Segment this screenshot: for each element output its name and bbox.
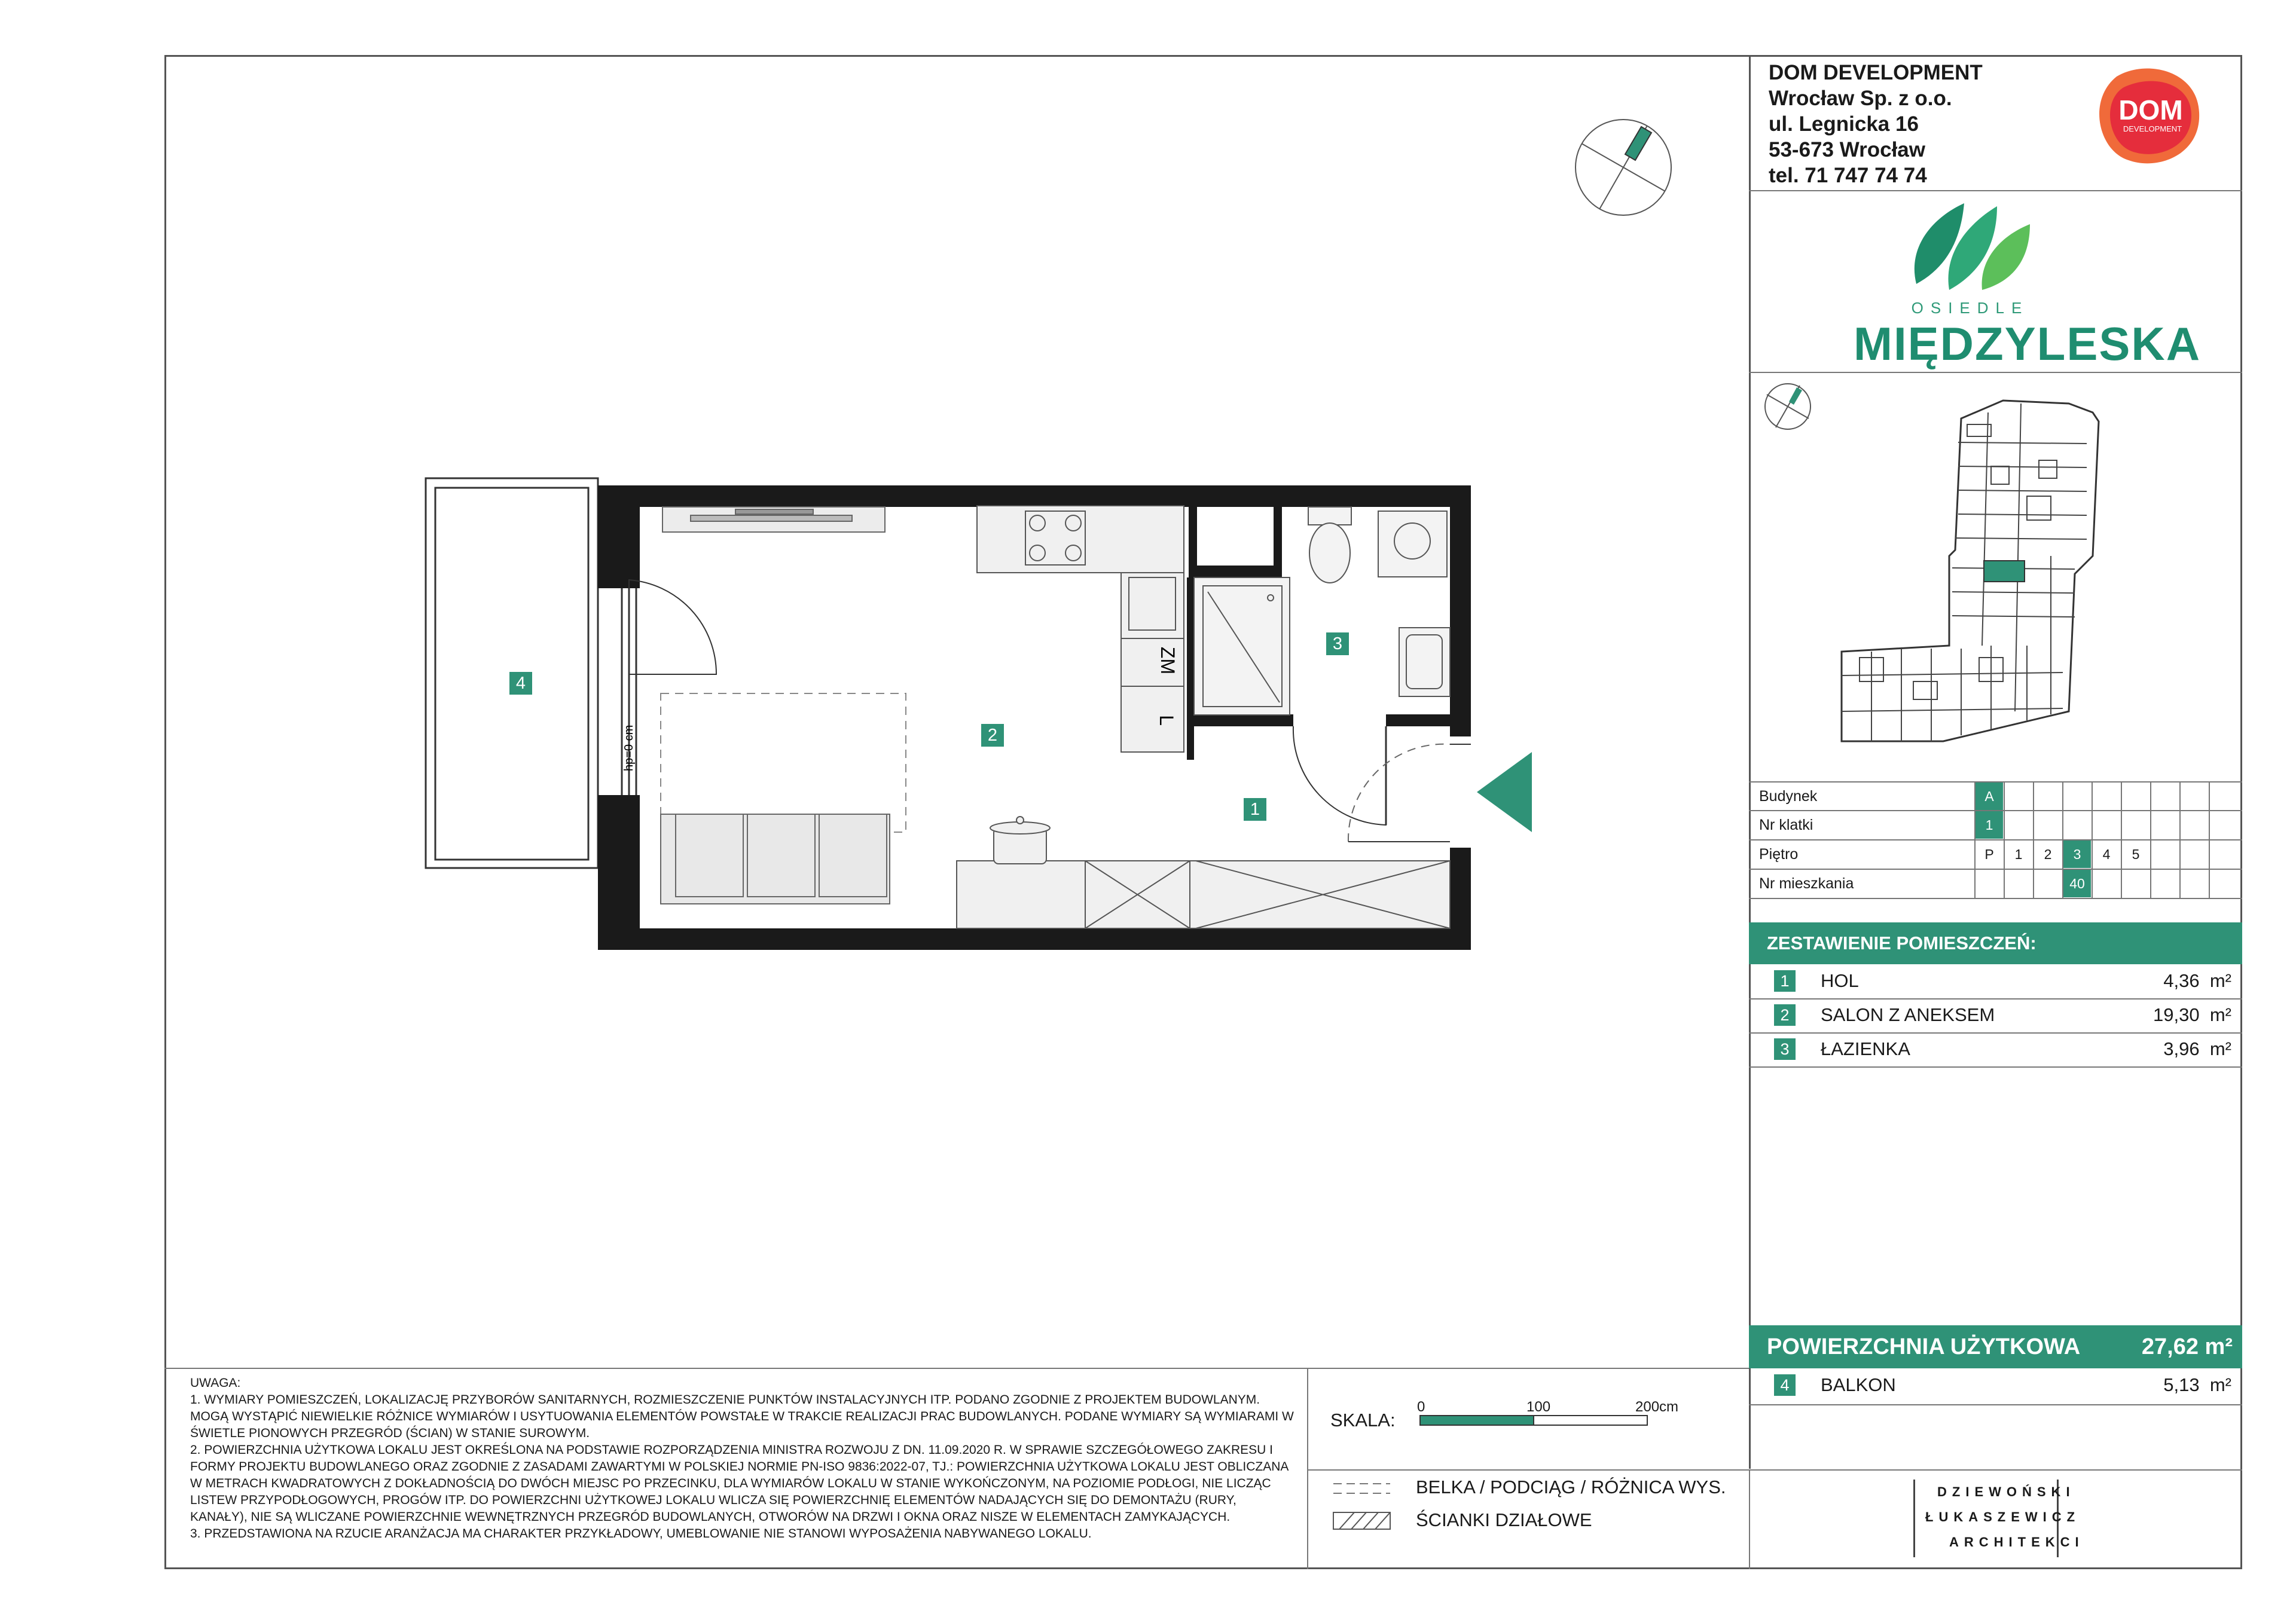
room-area: 4,36 m² xyxy=(2163,970,2231,991)
company-legal: Wrocław Sp. z o.o. xyxy=(1769,87,1952,110)
bathroom-door xyxy=(1293,726,1386,825)
room-number: 3 xyxy=(1774,1038,1796,1060)
usable-area-label: POWIERZCHNIA UŻYTKOWA xyxy=(1767,1334,2081,1359)
company-address xyxy=(1769,60,1983,188)
svg-text:DOM: DOM xyxy=(2118,94,2183,126)
key-plan xyxy=(1752,377,2242,783)
l-label: L xyxy=(1156,715,1177,726)
room-name: SALON Z ANEKSEM xyxy=(1821,1004,1995,1025)
compass-small-icon xyxy=(1765,384,1810,429)
grid-line xyxy=(2209,781,2210,899)
room-label-4: 4 xyxy=(509,672,532,695)
room-name: ŁAZIENKA xyxy=(1821,1038,1910,1059)
toilet-icon xyxy=(1308,507,1351,583)
floor-cell-3: 3 xyxy=(2063,840,2091,868)
floor-label: Piętro xyxy=(1759,846,1799,863)
room-number: 2 xyxy=(1774,1004,1796,1026)
hp-label: hp=0 cm xyxy=(622,725,636,771)
room-row xyxy=(1749,1034,2242,1067)
room-row xyxy=(1749,1000,2242,1033)
room-label-3: 3 xyxy=(1326,632,1349,655)
staircase-label: Nr klatki xyxy=(1759,817,1813,833)
divider xyxy=(1307,1469,2242,1471)
divider xyxy=(1749,190,2242,191)
dom-development-logo xyxy=(2093,65,2206,172)
company-phone: tel. 71 747 74 74 xyxy=(1769,164,1927,187)
room-label-1: 1 xyxy=(1244,798,1266,821)
zm-label: ZM xyxy=(1157,646,1178,675)
architect-logo: DZIEWOŃSKI ŁUKASZEWICZ ARCHITEKCI xyxy=(1913,1480,2093,1557)
svg-text:DEVELOPMENT: DEVELOPMENT xyxy=(2123,124,2182,133)
room-name: BALKON xyxy=(1821,1374,1896,1395)
floor-cell-1: 1 xyxy=(2014,846,2023,862)
room-number: 4 xyxy=(1774,1374,1796,1396)
bed-outline xyxy=(661,693,906,832)
grid-line xyxy=(1749,898,2242,899)
apartment-highlight xyxy=(1984,561,2025,582)
sofa xyxy=(661,814,890,904)
entrance-door xyxy=(1348,744,1450,842)
project-leaf-logo xyxy=(1907,194,2045,296)
divider xyxy=(1749,1404,2242,1405)
notes xyxy=(190,1375,1296,1542)
project-prefix: OSIEDLE xyxy=(1911,299,2029,317)
note-1: 1. WYMIARY POMIESZCZEŃ, LOKALIZACJĘ PRZYBORÓW SANITARNYCH, ROZMIESZCZENIE PUNKTÓW INSTALACYJNYCH ITP. PODANO ZGODNIE Z PROJEKTEM BUDOWLANYM. MOGĄ WYSTĄPIĆ NIEWIELKIE RÓŻNICE WYMIARÓW I USYTUOWANIA ELEMENTÓW POWSTAŁE W TRAKCIE REALIZACJI PRAC BUDOWLANYCH. PODANE WYMIARY SĄ WYMIARAMI W ŚWIETLE PIONOWYCH PRZEGRÓD (ŚCIAN) W STANIE SUROWYM. xyxy=(190,1393,1294,1440)
divider xyxy=(1307,1368,1308,1569)
usable-area-bar xyxy=(1749,1325,2242,1368)
legend-symbols xyxy=(1330,1477,1396,1536)
scale-tick-0: 0 xyxy=(1417,1399,1425,1415)
room-area: 19,30 m² xyxy=(2153,1004,2231,1025)
grid-line xyxy=(2150,781,2151,899)
usable-area-value: 27,62 m² xyxy=(2141,1334,2233,1359)
floor-cell-4: 4 xyxy=(2102,846,2111,862)
balcony-door xyxy=(622,580,716,795)
grid-line xyxy=(1749,869,2242,870)
floor-cell-5: 5 xyxy=(2132,846,2140,862)
divider xyxy=(1749,1469,1750,1569)
room-number: 1 xyxy=(1774,970,1796,992)
tv-console xyxy=(662,507,885,532)
notes-title: UWAGA: xyxy=(190,1376,241,1390)
company-city: 53-673 Wrocław xyxy=(1769,138,1925,161)
divider xyxy=(1749,1066,2242,1068)
apartment-number-value: 40 xyxy=(2063,870,2091,897)
legend-partition: ŚCIANKI DZIAŁOWE xyxy=(1416,1509,1592,1530)
scale-tick-100: 100 xyxy=(1526,1399,1551,1415)
floor-cell-2: 2 xyxy=(2044,846,2052,862)
scale-tick-200: 200cm xyxy=(1635,1399,1679,1415)
note-3: 3. PRZEDSTAWIONA NA RZUCIE ARANŻACJA MA CHARAKTER PRZYKŁADOWY, UMEBLOWANIE NIE STANOWI WYPOSAŻENIA NABYWANEGO LOKALU. xyxy=(190,1527,1092,1541)
shower xyxy=(1194,577,1290,715)
entrance-arrow-icon xyxy=(1477,752,1532,832)
rooms-header: ZESTAWIENIE POMIESZCZEŃ: xyxy=(1749,922,2242,964)
staircase-value: 1 xyxy=(1976,811,2003,839)
room-name: HOL xyxy=(1821,970,1859,991)
project-name: MIĘDZYLESKA xyxy=(1854,317,2202,370)
room-area: 3,96 m² xyxy=(2163,1038,2231,1059)
scale-label: SKALA: xyxy=(1330,1410,1396,1431)
room-row xyxy=(1749,965,2242,999)
wardrobe xyxy=(957,861,1450,928)
sink-icon xyxy=(1399,628,1450,696)
room-area: 5,13 m² xyxy=(2163,1374,2231,1395)
floor-cell-p: P xyxy=(1984,846,1994,862)
apartment-number-label: Nr mieszkania xyxy=(1759,875,1854,892)
grid-line xyxy=(2179,781,2181,899)
room-label-2: 2 xyxy=(981,724,1004,747)
divider xyxy=(164,1368,1749,1369)
company-street: ul. Legnicka 16 xyxy=(1769,112,1919,136)
legend-beam: BELKA / PODCIĄG / RÓŻNICA WYS. xyxy=(1416,1477,1726,1497)
divider xyxy=(1749,372,2242,373)
note-2: 2. POWIERZCHNIA UŻYTKOWA LOKALU JEST OKREŚLONA NA PODSTAWIE ROZPORZĄDZENIA MINISTRA ROZWOJU Z DN. 11.09.2020 R. W SPRAWIE SZCZEGÓŁOWEGO ZAKRESU I FORMY PROJEKTU BUDOWLANEGO ORAZ ZGODNIE Z ZASADAMI ZAWARTYMI W POLSKIEJ NORMIE PN-ISO 9836:2022-07, TJ.: POWIERZCHNIA UŻYTKOWA LOKALU JEST OBLICZANA W METRACH KWADRATOWYCH Z DOKŁADNOŚCIĄ DO DWÓCH MIEJSC PO PRZECINKU, DLA WYMIARÓW LOKALU W STANIE WYKOŃCZONYM, NA POZIOMIE PODŁOGI, NIE LICZĄC LISTEW PRZYPODŁOGOWYCH, PROGÓW ITP. DO POWIERZCHNI UŻYTKOWEJ LOKALU WLICZA SIĘ POWIERZCHNIĘ ELEMENTÓW NADAJĄCYCH SIĘ DO DEMONTAŻU (RURY, KANAŁY), NIE SĄ WLICZANE POWIERZCHNIE WEWNĘTRZNYCH PRZEGRÓD BUDOWLANYCH, OTWORÓW NA DRZWI I OKNA ORAZ NISZE W ELEMENTACH ZAMYKAJĄCYCH. xyxy=(190,1443,1289,1524)
building-value: A xyxy=(1976,783,2003,810)
washing-machine-icon xyxy=(1378,511,1447,577)
balcony-row xyxy=(1749,1370,2242,1403)
company-name: DOM DEVELOPMENT xyxy=(1769,61,1983,84)
pot-icon xyxy=(990,817,1050,864)
kitchen xyxy=(977,506,1184,752)
building-label: Budynek xyxy=(1759,788,1818,805)
compass-icon xyxy=(1576,120,1671,215)
